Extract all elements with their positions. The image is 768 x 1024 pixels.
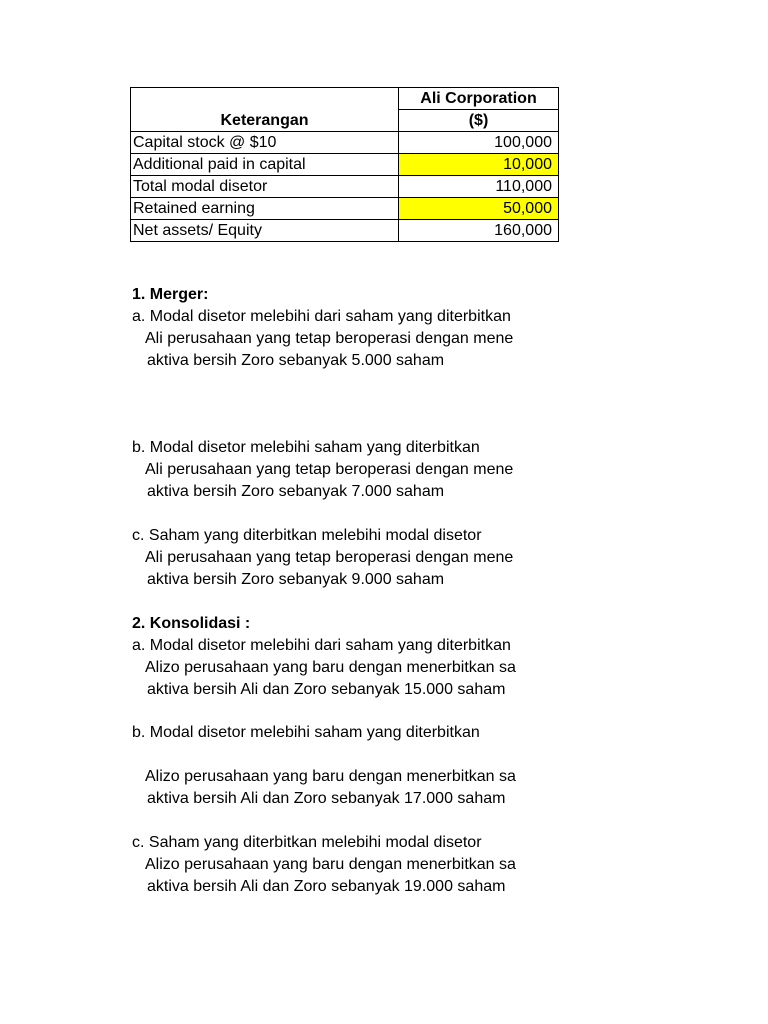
header-keterangan: Keterangan — [131, 88, 399, 132]
row-label: Capital stock @ $10 — [131, 132, 399, 154]
konsolidasi-c-title: c. Saham yang diterbitkan melebihi modal disetor — [132, 834, 482, 851]
konsolidasi-b-line2: aktiva bersih Ali dan Zoro sebanyak 17.000 saham — [147, 790, 506, 807]
table-row — [131, 154, 559, 176]
merger-c-line2: aktiva bersih Zoro sebanyak 9.000 saham — [147, 571, 445, 588]
konsolidasi-c-line2: aktiva bersih Ali dan Zoro sebanyak 19.000 saham — [147, 878, 506, 895]
konsolidasi-b-title: b. Modal disetor melebihi saham yang diterbitkan — [132, 724, 480, 741]
merger-b-line2: aktiva bersih Zoro sebanyak 7.000 saham — [147, 483, 445, 500]
table-row — [131, 132, 559, 154]
merger-a-line1: Ali perusahaan yang tetap beroperasi dengan mene — [145, 330, 514, 347]
merger-b-line1: Ali perusahaan yang tetap beroperasi dengan mene — [145, 461, 514, 478]
table-row — [131, 176, 559, 198]
table-row — [131, 220, 559, 242]
equity-table — [130, 87, 559, 242]
konsolidasi-b-line1: Alizo perusahaan yang baru dengan menerbitkan sa — [145, 768, 516, 785]
row-label: Additional paid in capital — [131, 154, 399, 176]
row-value: 100,000 — [399, 132, 559, 154]
merger-a-title: a. Modal disetor melebihi dari saham yang diterbitkan — [132, 308, 511, 325]
merger-heading: 1. Merger: — [132, 286, 209, 303]
row-value-highlighted: 50,000 — [399, 198, 559, 220]
konsolidasi-a-line2: aktiva bersih Ali dan Zoro sebanyak 15.000 saham — [147, 681, 506, 698]
row-label: Net assets/ Equity — [131, 220, 399, 242]
konsolidasi-a-title: a. Modal disetor melebihi dari saham yang diterbitkan — [132, 637, 511, 654]
konsolidasi-a-line1: Alizo perusahaan yang baru dengan menerbitkan sa — [145, 659, 516, 676]
merger-b-title: b. Modal disetor melebihi saham yang diterbitkan — [132, 439, 480, 456]
row-label: Retained earning — [131, 198, 399, 220]
table-header-row — [131, 88, 559, 110]
konsolidasi-c-line1: Alizo perusahaan yang baru dengan menerbitkan sa — [145, 856, 516, 873]
row-value: 160,000 — [399, 220, 559, 242]
table-row — [131, 198, 559, 220]
merger-a-line2: aktiva bersih Zoro sebanyak 5.000 saham — [147, 352, 445, 369]
merger-c-title: c. Saham yang diterbitkan melebihi modal disetor — [132, 527, 482, 544]
row-value-highlighted: 10,000 — [399, 154, 559, 176]
row-label: Total modal disetor — [131, 176, 399, 198]
konsolidasi-heading: 2. Konsolidasi : — [132, 615, 251, 632]
merger-c-line1: Ali perusahaan yang tetap beroperasi dengan mene — [145, 549, 514, 566]
header-company: Ali Corporation — [399, 88, 559, 110]
row-value: 110,000 — [399, 176, 559, 198]
header-unit: ($) — [399, 110, 559, 132]
